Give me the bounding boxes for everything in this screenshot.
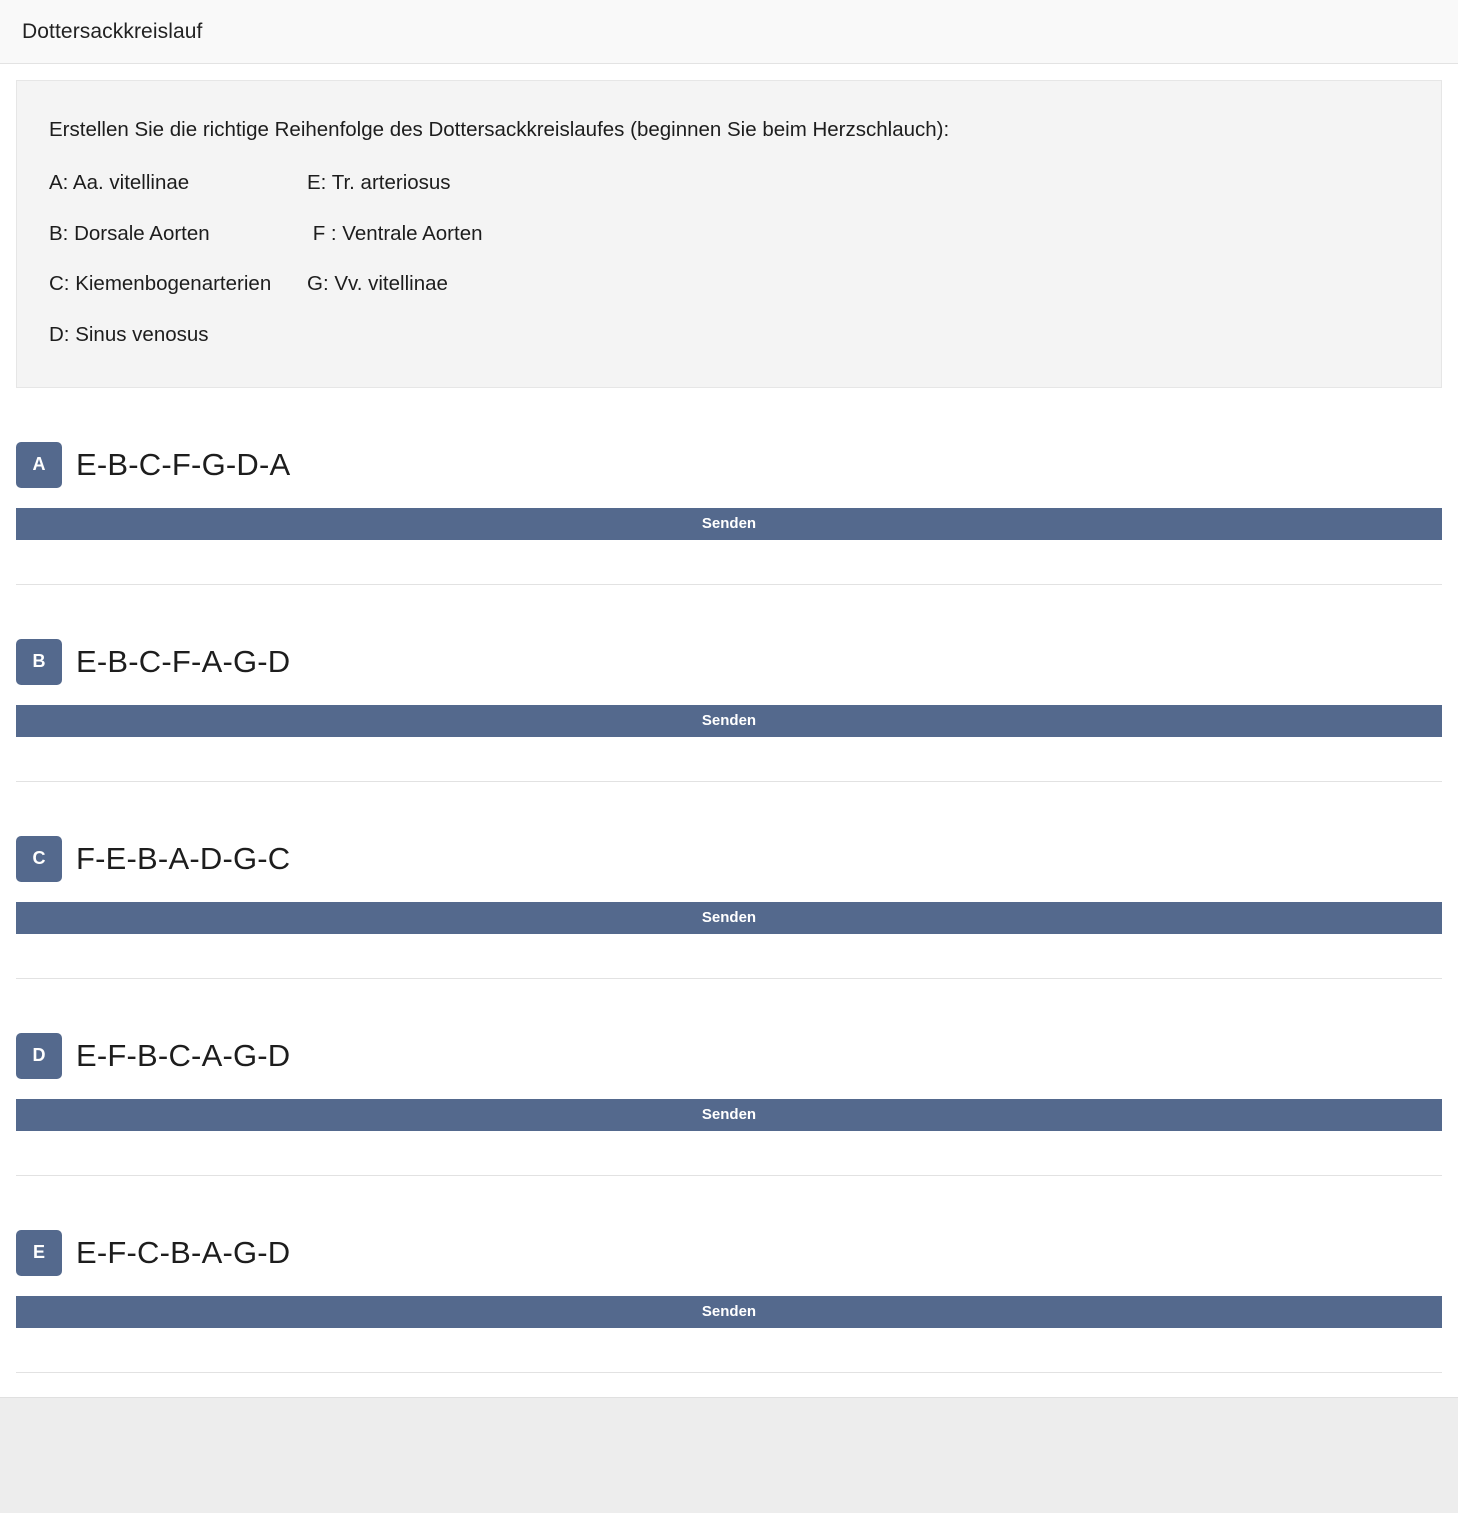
page-title: Dottersackkreislauf	[22, 19, 203, 43]
option-badge-a: A	[16, 442, 62, 488]
question-legend-row	[49, 269, 1409, 300]
option-text-e: E-F-C-B-A-G-D	[76, 1234, 291, 1270]
option-text-d: E-F-B-C-A-G-D	[76, 1037, 291, 1073]
question-legend-row	[49, 320, 1409, 351]
legend-item-g: G: Vv. vitellinae	[307, 272, 448, 296]
answer-option-header[interactable]	[16, 1230, 1442, 1278]
answer-option-header[interactable]	[16, 1033, 1442, 1081]
option-badge-d: D	[16, 1033, 62, 1079]
answer-option-a[interactable]	[16, 388, 1442, 585]
option-text-b: E-B-C-F-A-G-D	[76, 643, 291, 679]
option-text-a: E-B-C-F-G-D-A	[76, 446, 291, 482]
legend-item-f: F : Ventrale Aorten	[307, 221, 483, 245]
legend-item-a: A: Aa. vitellinae	[49, 170, 190, 194]
submit-button-d[interactable]: Senden	[16, 1099, 1442, 1131]
answer-option-header[interactable]	[16, 836, 1442, 884]
legend-item-e: E: Tr. arteriosus	[307, 170, 451, 194]
content-bottom-spacer	[0, 1373, 1458, 1397]
answer-option-d[interactable]	[16, 979, 1442, 1176]
option-text-c: F-E-B-A-D-G-C	[76, 840, 291, 876]
submit-button-e[interactable]: Senden	[16, 1296, 1442, 1328]
option-badge-c: C	[16, 836, 62, 882]
option-badge-b: B	[16, 639, 62, 685]
submit-button-b[interactable]: Senden	[16, 705, 1442, 737]
legend-item-b: B: Dorsale Aorten	[49, 221, 210, 245]
answer-option-c[interactable]	[16, 782, 1442, 979]
question-prompt: Erstellen Sie die richtige Reihenfolge des Dottersackkreislaufes (beginnen Sie beim Herzschlauch):	[49, 118, 950, 141]
answer-option-header[interactable]	[16, 442, 1442, 490]
option-badge-e: E	[16, 1230, 62, 1276]
answer-options-list	[0, 388, 1458, 1373]
answer-option-b[interactable]	[16, 585, 1442, 782]
legend-item-c: C: Kiemenbogenarterien	[49, 272, 272, 296]
page-bottom-strip	[0, 1397, 1458, 1513]
question-stem	[16, 80, 1442, 388]
question-legend-row	[49, 219, 1409, 250]
submit-button-a[interactable]: Senden	[16, 508, 1442, 540]
answer-option-e[interactable]	[16, 1176, 1442, 1373]
legend-item-d: D: Sinus venosus	[49, 323, 209, 346]
window-titlebar	[0, 0, 1458, 64]
question-stem-wrapper	[0, 64, 1458, 388]
submit-button-c[interactable]: Senden	[16, 902, 1442, 934]
answer-option-header[interactable]	[16, 639, 1442, 687]
question-legend-row	[49, 168, 1409, 199]
